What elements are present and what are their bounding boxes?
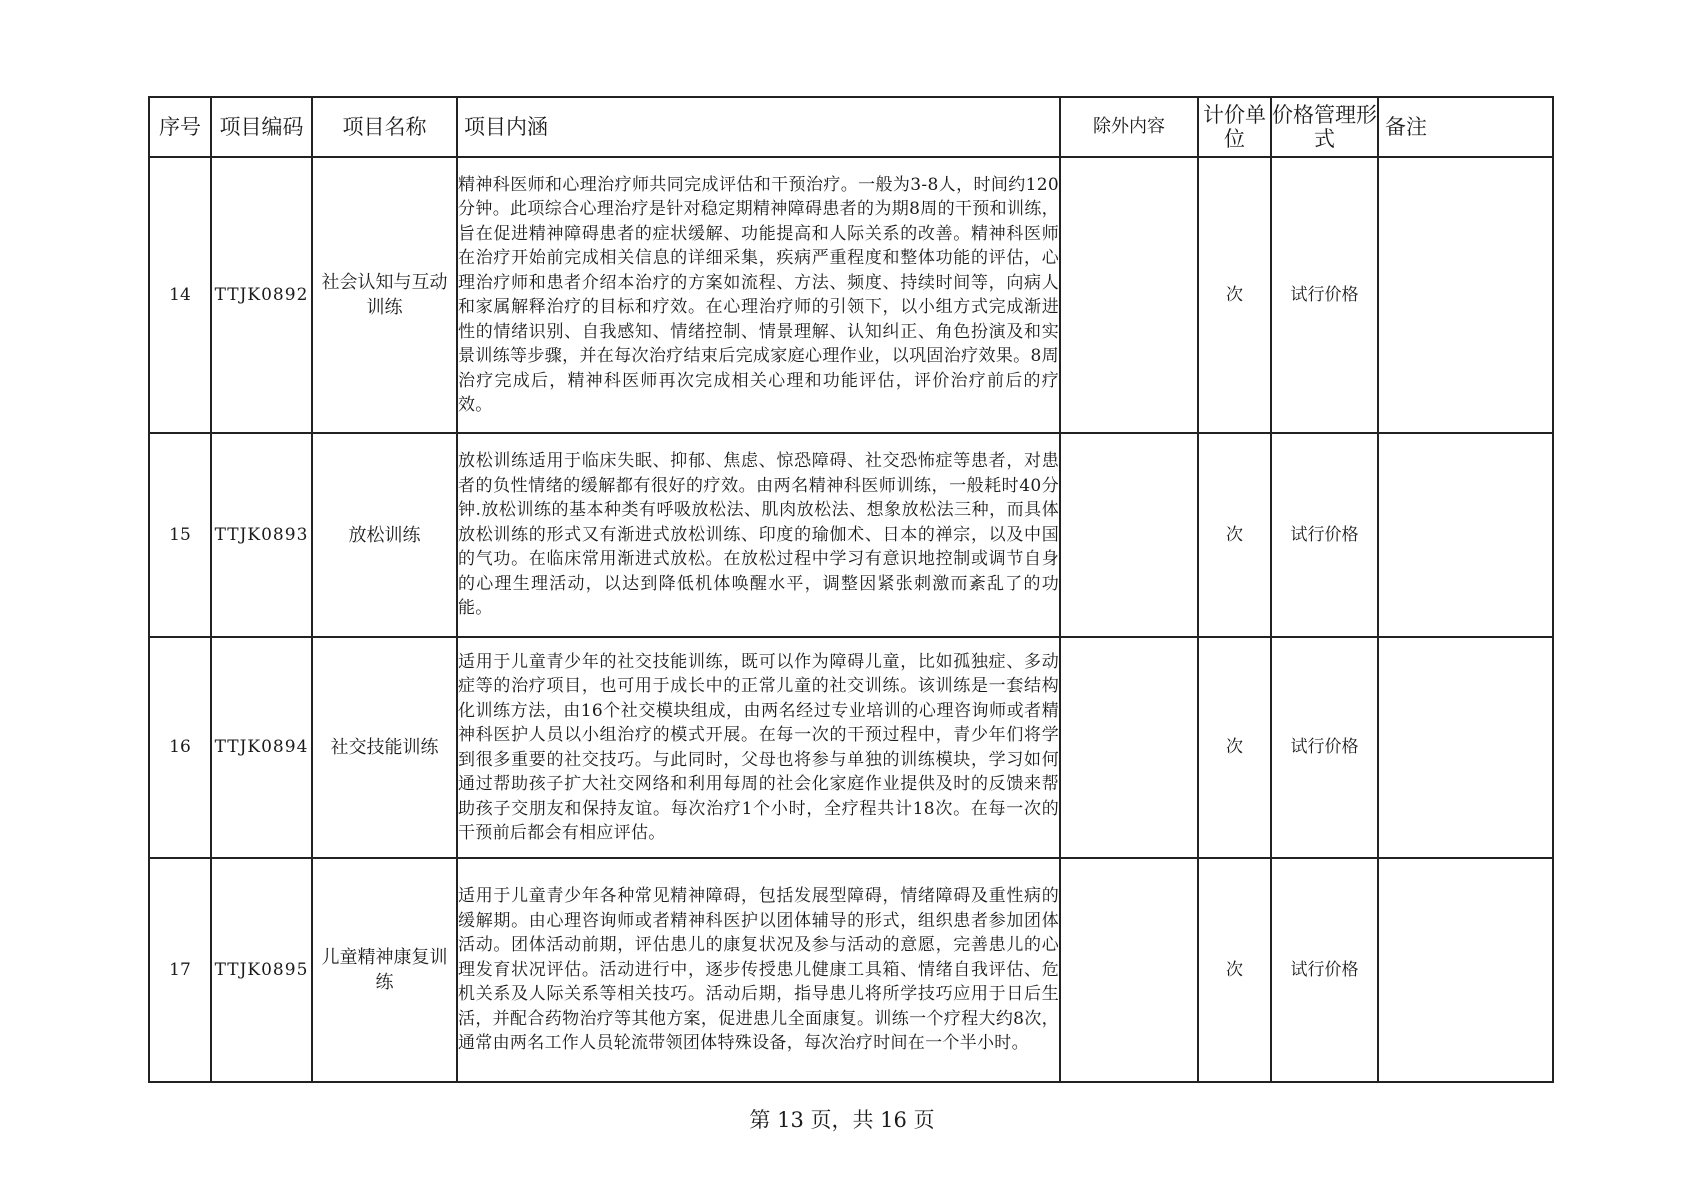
cell-beizhu <box>1378 637 1553 858</box>
cell-mingcheng: 放松训练 <box>312 433 457 637</box>
cell-xuhao: 17 <box>149 858 211 1082</box>
cell-neirong: 精神科医师和心理治疗师共同完成评估和干预治疗。一般为3-8人，时间约120分钟。此项综合心理治疗是针对稳定期精神障碍患者的为期8周的干预和训练，旨在促进精神障碍患者的症状缓解、功能提高和人际关系的改善。精神科医师在治疗开始前完成相关信息的详细采集，疾病严重程度和整体功能的评估，心理治疗师和患者介绍本治疗的方案如流程、方法、频度、持续时间等，向病人和家属解释治疗的目标和疗效。在心理治疗师的引领下，以小组方式完成渐进性的情绪识别、自我感知、情绪控制、情景理解、认知纠正、角色扮演及和实景训练等步骤，并在每次治疗结束后完成家庭心理作业，以巩固治疗效果。8周治疗完成后，精神科医师再次完成相关心理和功能评估，评价治疗前后的疗效。 <box>457 157 1060 433</box>
page-number-text: 第 13 页，共 16 页 <box>749 1108 935 1132</box>
cell-mingcheng: 社交技能训练 <box>312 637 457 858</box>
header-danwei: 计价单位 <box>1198 97 1271 157</box>
header-xuhao: 序号 <box>149 97 211 157</box>
cell-chuwai <box>1060 157 1198 433</box>
cell-xingshi: 试行价格 <box>1271 637 1378 858</box>
cell-neirong: 放松训练适用于临床失眠、抑郁、焦虑、惊恐障碍、社交恐怖症等患者，对患者的负性情绪的缓解都有很好的疗效。由两名精神科医师训练，一般耗时40分钟.放松训练的基本种类有呼吸放松法、肌肉放松法、想象放松法三种，而具体放松训练的形式又有渐进式放松训练、印度的瑜伽术、日本的禅宗，以及中国的气功。在临床常用渐进式放松。在放松过程中学习有意识地控制或调节自身的心理生理活动，以达到降低机体唤醒水平，调整因紧张刺激而紊乱了的功能。 <box>457 433 1060 637</box>
cell-beizhu <box>1378 433 1553 637</box>
cell-xuhao: 14 <box>149 157 211 433</box>
cell-beizhu <box>1378 858 1553 1082</box>
table-header-row <box>149 97 1553 157</box>
cell-bianma: TTJK0892 <box>211 157 312 433</box>
cell-danwei: 次 <box>1198 157 1271 433</box>
cell-xingshi: 试行价格 <box>1271 157 1378 433</box>
cell-neirong: 适用于儿童青少年的社交技能训练，既可以作为障碍儿童，比如孤独症、多动症等的治疗项目，也可用于成长中的正常儿童的社交训练。该训练是一套结构化训练方法，由16个社交模块组成，由两名经过专业培训的心理咨询师或者精神科医护人员以小组治疗的模式开展。在每一次的干预过程中，青少年们将学到很多重要的社交技巧。与此同时，父母也将参与单独的训练模块，学习如何通过帮助孩子扩大社交网络和利用每周的社会化家庭作业提供及时的反馈来帮助孩子交朋友和保持友谊。每次治疗1个小时，全疗程共计18次。在每一次的干预前后都会有相应评估。 <box>457 637 1060 858</box>
cell-danwei: 次 <box>1198 858 1271 1082</box>
header-chuwai: 除外内容 <box>1060 97 1198 157</box>
price-item-table <box>148 96 1554 1083</box>
header-bianma: 项目编码 <box>211 97 312 157</box>
header-mingcheng: 项目名称 <box>312 97 457 157</box>
cell-xuhao: 16 <box>149 637 211 858</box>
table-row <box>149 637 1553 858</box>
table-row <box>149 433 1553 637</box>
header-xingshi: 价格管理形式 <box>1271 97 1378 157</box>
header-neirong: 项目内涵 <box>457 97 1060 157</box>
header-beizhu: 备注 <box>1378 97 1553 157</box>
cell-mingcheng: 儿童精神康复训练 <box>312 858 457 1082</box>
page-footer <box>0 1104 1684 1134</box>
cell-xuhao: 15 <box>149 433 211 637</box>
table-row <box>149 157 1553 433</box>
cell-xingshi: 试行价格 <box>1271 433 1378 637</box>
cell-bianma: TTJK0894 <box>211 637 312 858</box>
cell-bianma: TTJK0895 <box>211 858 312 1082</box>
cell-mingcheng: 社会认知与互动训练 <box>312 157 457 433</box>
cell-xingshi: 试行价格 <box>1271 858 1378 1082</box>
cell-chuwai <box>1060 433 1198 637</box>
cell-beizhu <box>1378 157 1553 433</box>
cell-neirong: 适用于儿童青少年各种常见精神障碍，包括发展型障碍，情绪障碍及重性病的缓解期。由心理咨询师或者精神科医护以团体辅导的形式，组织患者参加团体活动。团体活动前期，评估患儿的康复状况及参与活动的意愿，完善患儿的心理发育状况评估。活动进行中，逐步传授患儿健康工具箱、情绪自我评估、危机关系及人际关系等相关技巧。活动后期，指导患儿将所学技巧应用于日后生活，并配合药物治疗等其他方案，促进患儿全面康复。训练一个疗程大约8次，通常由两名工作人员轮流带领团体特殊设备，每次治疗时间在一个半小时。 <box>457 858 1060 1082</box>
cell-chuwai <box>1060 858 1198 1082</box>
cell-chuwai <box>1060 637 1198 858</box>
cell-bianma: TTJK0893 <box>211 433 312 637</box>
table-row <box>149 858 1553 1082</box>
cell-danwei: 次 <box>1198 433 1271 637</box>
cell-danwei: 次 <box>1198 637 1271 858</box>
